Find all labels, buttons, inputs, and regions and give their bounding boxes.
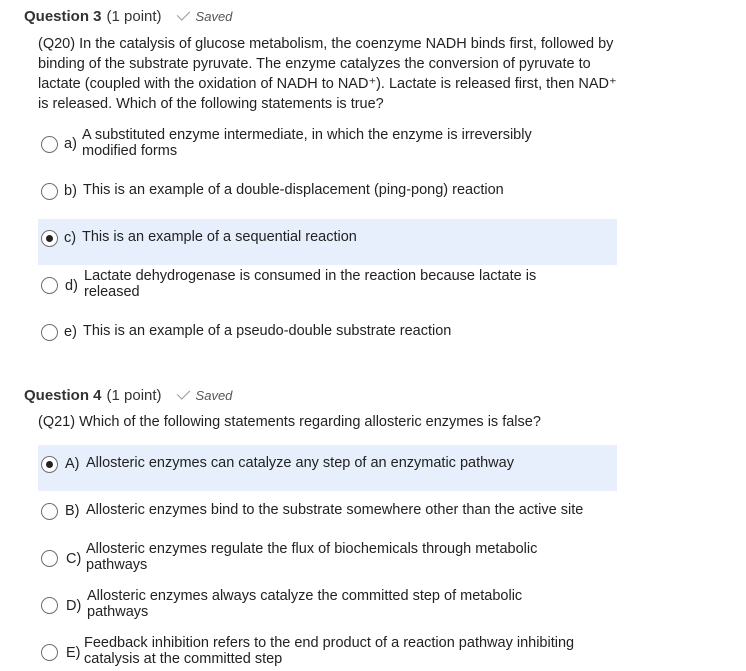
option-text: Feedback inhibition refers to the end product of a reaction pathway inhibiting catalysis at the committed step (84, 635, 575, 667)
radio-button[interactable] (41, 324, 58, 341)
option-text: Allosteric enzymes regulate the flux of biochemicals through metabolic pathways (86, 541, 538, 573)
radio-button-selected[interactable] (41, 456, 58, 473)
option-letter: d) (65, 278, 78, 294)
checkmark-icon (176, 386, 189, 399)
answer-option-b[interactable] (38, 173, 617, 209)
answer-option-a[interactable] (38, 123, 617, 167)
radio-button[interactable] (41, 183, 58, 200)
option-text: Allosteric enzymes always catalyze the committed step of metabolic pathways (87, 588, 523, 620)
answer-option-c[interactable] (38, 219, 617, 265)
answer-option-E[interactable] (38, 631, 617, 671)
radio-button[interactable] (41, 136, 58, 153)
question-4-header (24, 385, 232, 405)
option-letter: e) (64, 324, 77, 340)
radio-button[interactable] (41, 277, 58, 294)
question-title: Question 4 (24, 386, 102, 404)
question-title: Question 3 (24, 7, 102, 25)
answer-option-B[interactable] (38, 493, 617, 529)
answer-option-A[interactable] (38, 445, 617, 491)
option-letter: B) (65, 503, 80, 519)
option-letter: C) (66, 551, 82, 567)
question-points: (1 point) (106, 7, 162, 25)
question-3-stem: (Q20) In the catalysis of glucose metabolism, the coenzyme NADH binds first, followed by binding of the substrate pyruvate. The enzyme catalyzes the conversion of pyruvate to lactate (coupled with the oxidation of NADH to NAD⁺). Lactate is released first, then NAD⁺ is released. Which of the following statements is true? (38, 36, 617, 112)
radio-button-selected[interactable] (41, 230, 58, 247)
option-letter: a) (64, 136, 77, 152)
answer-option-D[interactable] (38, 584, 617, 628)
question-3-header (24, 6, 232, 26)
option-letter: c) (64, 230, 77, 246)
option-letter: b) (64, 183, 77, 199)
option-text: Allosteric enzymes bind to the substrate somewhere other than the active site (86, 502, 584, 518)
answer-option-e[interactable] (38, 314, 617, 350)
saved-status (180, 388, 233, 403)
radio-button[interactable] (41, 503, 58, 520)
question-4-stem: (Q21) Which of the following statements regarding allosteric enzymes is false? (38, 414, 541, 430)
option-text: This is an example of a double-displacement (ping-pong) reaction (83, 182, 504, 198)
option-text: A substituted enzyme intermediate, in which the enzyme is irreversibly modified forms (82, 127, 532, 159)
radio-button[interactable] (41, 644, 58, 661)
radio-button[interactable] (41, 597, 58, 614)
option-text: Allosteric enzymes can catalyze any step of an enzymatic pathway (86, 455, 514, 471)
option-letter: E) (66, 645, 81, 661)
saved-status (180, 9, 233, 24)
radio-button[interactable] (41, 550, 58, 567)
answer-option-d[interactable] (38, 264, 617, 308)
option-text: Lactate dehydrogenase is consumed in the reaction because lactate is released (84, 268, 537, 300)
option-text: This is an example of a pseudo-double substrate reaction (83, 323, 452, 339)
option-letter: D) (66, 598, 82, 614)
option-text: This is an example of a sequential reaction (82, 229, 357, 245)
saved-label: Saved (195, 8, 233, 24)
answer-option-C[interactable] (38, 537, 617, 581)
question-points: (1 point) (106, 386, 162, 404)
saved-label: Saved (195, 387, 233, 403)
checkmark-icon (176, 7, 189, 20)
option-letter: A) (65, 456, 80, 472)
